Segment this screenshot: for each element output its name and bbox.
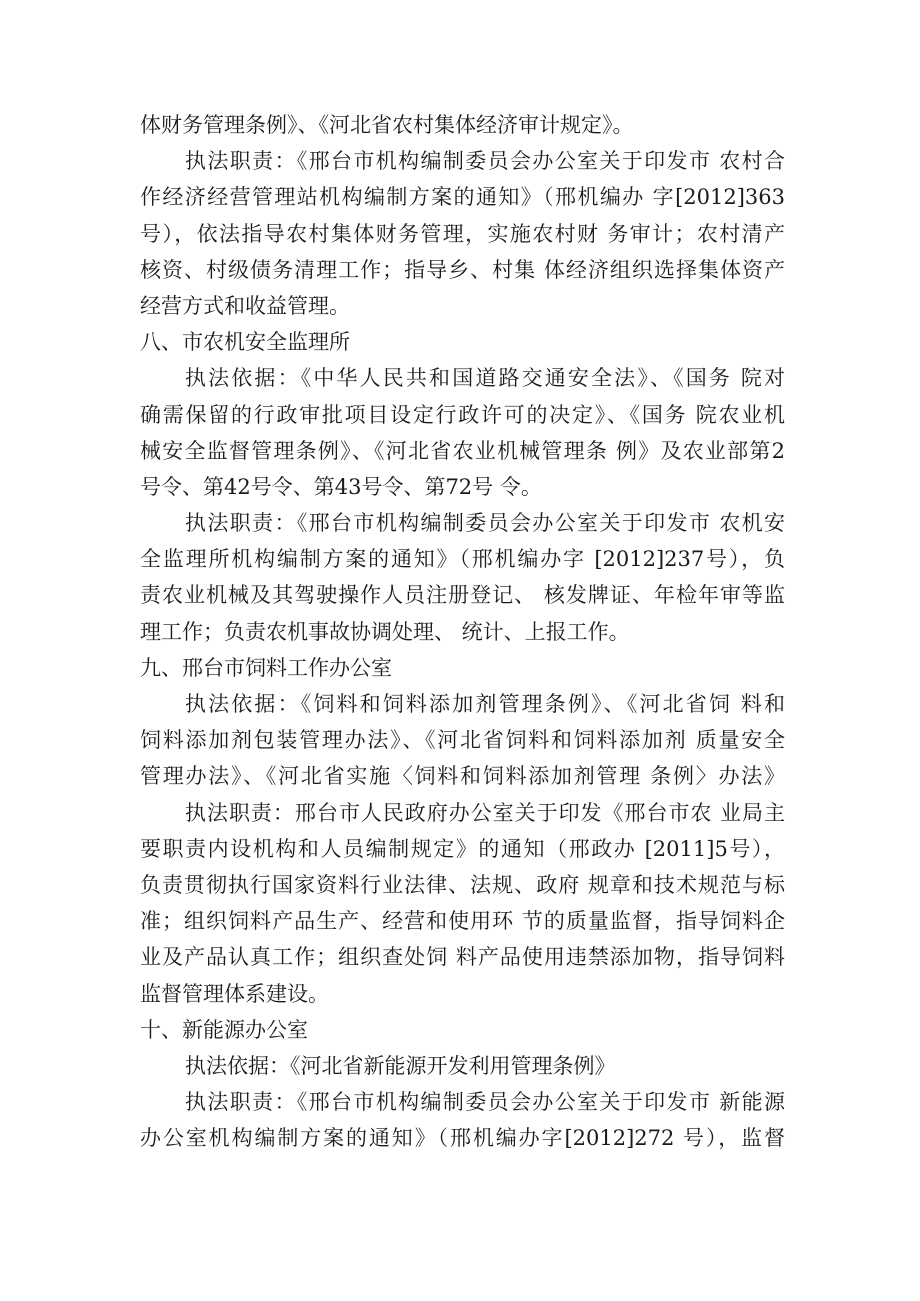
text-line: 执法职责：邢台市人民政府办公室关于印发《邢台市农 业局主 — [185, 800, 785, 825]
text-line: 作经济经营管理站机构编制方案的通知》（邢机编办 字[2012]363 — [140, 185, 785, 210]
text-line: 执法职责：《邢台市机构编制委员会办公室关于印发市 新能源 — [185, 1090, 785, 1115]
text-line: 号令、第42号令、第43号令、第72号 令。 — [140, 474, 542, 499]
text-line: 执法依据：《河北省新能源开发利用管理条例》 — [185, 1053, 616, 1078]
text-line: 准；组织饲料产品生产、经营和使用环 节的质量监督，指导饲料企 — [140, 909, 785, 934]
text-line: 执法职责：《邢台市机构编制委员会办公室关于印发市 农机安 — [185, 511, 785, 536]
text-line: 要职责内设机构和人员编制规定》的通知（邢政办 [2011]5号）， — [140, 836, 785, 861]
text-line: 业及产品认真工作；组织查处饲 料产品使用违禁添加物，指导饲料 — [140, 945, 785, 970]
text-line: 号），依法指导农村集体财务管理，实施农村财 务审计；农村清产 — [140, 221, 785, 246]
text-line: 执法依据：《中华人民共和国道路交通安全法》、《国务 院对 — [185, 366, 785, 391]
text-line: 管理办法》、《河北省实施〈饲料和饲料添加剂管理 条例〉办法》 — [140, 764, 785, 789]
text-line: 核资、村级债务清理工作；指导乡、村集 体经济组织选择集体资产 — [140, 257, 785, 282]
section-heading: 九、邢台市饲料工作办公室 — [140, 655, 392, 680]
text-line: 械安全监督管理条例》、《河北省农业机械管理条 例》及农业部第2 — [140, 438, 785, 463]
document-page — [140, 107, 785, 1156]
text-line: 监督管理体系建设。 — [140, 981, 329, 1006]
text-line: 理工作；负责农机事故协调处理、 统计、上报工作。 — [140, 619, 630, 644]
text-line: 负责贯彻执行国家资料行业法律、法规、政府 规章和技术规范与标 — [140, 872, 785, 897]
text-line: 责农业机械及其驾驶操作人员注册登记、 核发牌证、年检年审等监 — [140, 583, 785, 608]
text-line: 执法职责：《邢台市机构编制委员会办公室关于印发市 农村合 — [185, 149, 785, 174]
text-line: 确需保留的行政审批项目设定行政许可的决定》、《国务 院农业机 — [140, 402, 785, 427]
text-line: 办公室机构编制方案的通知》（邢机编办字[2012]272 号），监督 — [140, 1126, 785, 1151]
text-line: 饲料添加剂包装管理办法》、《河北省饲料和饲料添加剂 质量安全 — [140, 728, 785, 753]
section-heading: 八、市农机安全监理所 — [140, 330, 350, 355]
section-heading: 十、新能源办公室 — [140, 1017, 308, 1042]
text-line: 执法依据：《饲料和饲料添加剂管理条例》、《河北省饲 料和 — [185, 692, 785, 716]
text-line: 全监理所机构编制方案的通知》（邢机编办字 [2012]237号），负 — [140, 547, 785, 572]
text-line: 经营方式和收益管理。 — [140, 293, 350, 318]
text-line: 体财务管理条例》、《河北省农村集体经济审计规定》。 — [140, 113, 634, 137]
